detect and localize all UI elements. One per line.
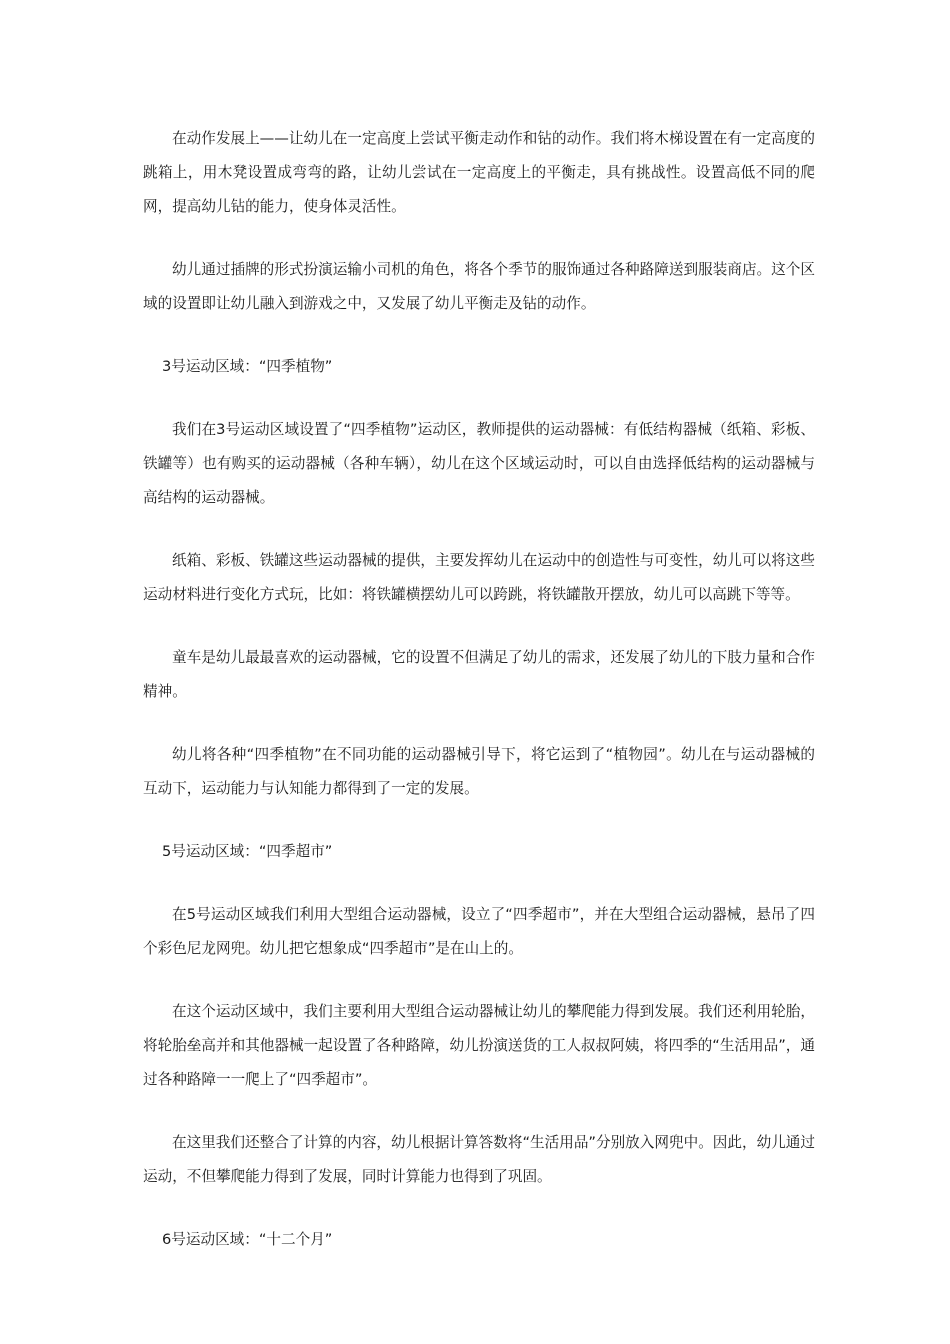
paragraph-transport-driver: 幼儿通过插牌的形式扮演运输小司机的角色，将各个季节的服饰通过各种路障送到服装商店。这个区域的设置即让幼儿融入到游戏之中，又发展了幼儿平衡走及钻的动作。: [143, 261, 815, 312]
section-heading-area-5: 5号运动区域：“四季超市”: [162, 843, 333, 860]
paragraph-motor-development: 在动作发展上——让幼儿在一定高度上尝试平衡走动作和钻的动作。我们将木梯设置在有一定高度的跳箱上，用木凳设置成弯弯的路，让幼儿尝试在一定高度上的平衡走，具有挑战性。设置高低不同的爬网，提高幼儿钻的能力，使身体灵活性。: [143, 130, 815, 215]
paragraph-calculation: 在这里我们还整合了计算的内容，幼儿根据计算答数将“生活用品”分别放入网兜中。因此，幼儿通过运动，不但攀爬能力得到了发展，同时计算能力也得到了巩固。: [143, 1134, 815, 1185]
paragraph-area-3-equipment: 我们在3号运动区域设置了“四季植物”运动区，教师提供的运动器械：有低结构器械（纸箱、彩板、铁罐等）也有购买的运动器械（各种车辆），幼儿在这个区域运动时，可以自由选择低结构的运动器械与高结构的运动器械。: [143, 421, 815, 506]
paragraph-area-5-supermarket: 在5号运动区域我们利用大型组合运动器械，设立了“四季超市”，并在大型组合运动器械，悬吊了四个彩色尼龙网兜。幼儿把它想象成“四季超市”是在山上的。: [143, 906, 815, 957]
section-heading-area-3: 3号运动区域：“四季植物”: [162, 358, 333, 375]
paragraph-plant-garden: 幼儿将各种“四季植物”在不同功能的运动器械引导下，将它运到了“植物园”。幼儿在与运动器械的互动下，运动能力与认知能力都得到了一定的发展。: [143, 746, 815, 797]
paragraph-toy-cars: 童车是幼儿最最喜欢的运动器械，它的设置不但满足了幼儿的需求，还发展了幼儿的下肢力量和合作精神。: [143, 649, 815, 700]
section-heading-area-6: 6号运动区域：“十二个月”: [162, 1231, 333, 1248]
paragraph-climbing: 在这个运动区域中，我们主要利用大型组合运动器械让幼儿的攀爬能力得到发展。我们还利用轮胎，将轮胎垒高并和其他器械一起设置了各种路障，幼儿扮演送货的工人叔叔阿姨，将四季的“生活用品”，通过各种路障一一爬上了“四季超市”。: [143, 1003, 815, 1088]
paragraph-low-structure-materials: 纸箱、彩板、铁罐这些运动器械的提供，主要发挥幼儿在运动中的创造性与可变性，幼儿可以将这些运动材料进行变化方式玩，比如：将铁罐横摆幼儿可以跨跳，将铁罐散开摆放，幼儿可以高跳下等等。: [143, 552, 815, 603]
document-body: [143, 122, 815, 1286]
